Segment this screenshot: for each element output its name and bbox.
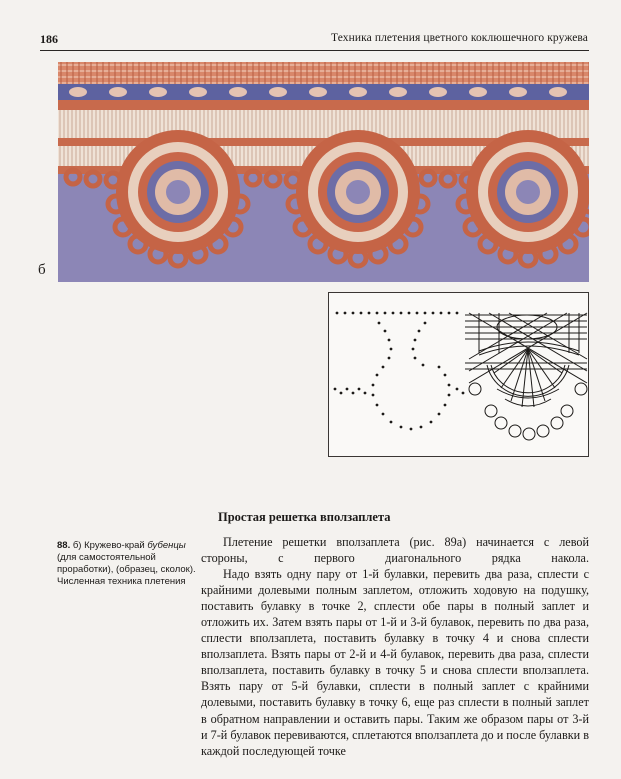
lace-photo <box>58 62 589 282</box>
figure-caption <box>57 540 207 588</box>
caption-part: б) <box>72 540 82 551</box>
paragraph-2: Надо взять одну пару от 1-й булавки, перевить два раза, сплести с крайними долевыми полным заплетом, отложить ходовую на подушку, поставить булавку в точке 2, сплести обе пары в полный заплет и отложить их. Затем взять пары от 1-й и 3-й булавок, перевить по два раза, сплести вползаплета, поставить булавку в точку 4 и снова сплести вползаплета. Взять пары от 2-й и 4-й булавок, перевить два раза, сплести вползаплета, поставить булавку в точку 5 и снова сплести вползаплета. Взять пару от 5-й булавки, сплести в полный заплет с крайними долевыми, поставить булавку в точку 6, еще раз сплести в полный заплет в обратном направлении и оставить пары. Таким же образом пары от 3-й и 7-й булавок перевиваются, сплетаются вползаплета до и после булавки в каждой последующей точке <box>201 567 589 758</box>
caption-text-rest: (для самостоятельной проработки), (образец, сколок). Численная техника плетения <box>57 552 196 587</box>
caption-name: бубенцы <box>147 540 186 551</box>
page-number: 186 <box>40 32 58 46</box>
caption-text-start: Кружево-край <box>84 540 145 551</box>
pattern-diagram <box>328 292 589 457</box>
body-text <box>201 534 589 759</box>
section-title: Простая решетка вползаплета <box>218 510 391 524</box>
figure-letter: б <box>38 262 46 278</box>
paragraph-1: Плетение решетки вползаплета (рис. 89а) начинается с левой стороны, с первого диагонального рядка накола. <box>201 535 589 566</box>
caption-number: 88. <box>57 540 71 551</box>
running-head: Техника плетения цветного коклюшечного кружева <box>331 32 588 44</box>
header-rule <box>40 50 589 51</box>
